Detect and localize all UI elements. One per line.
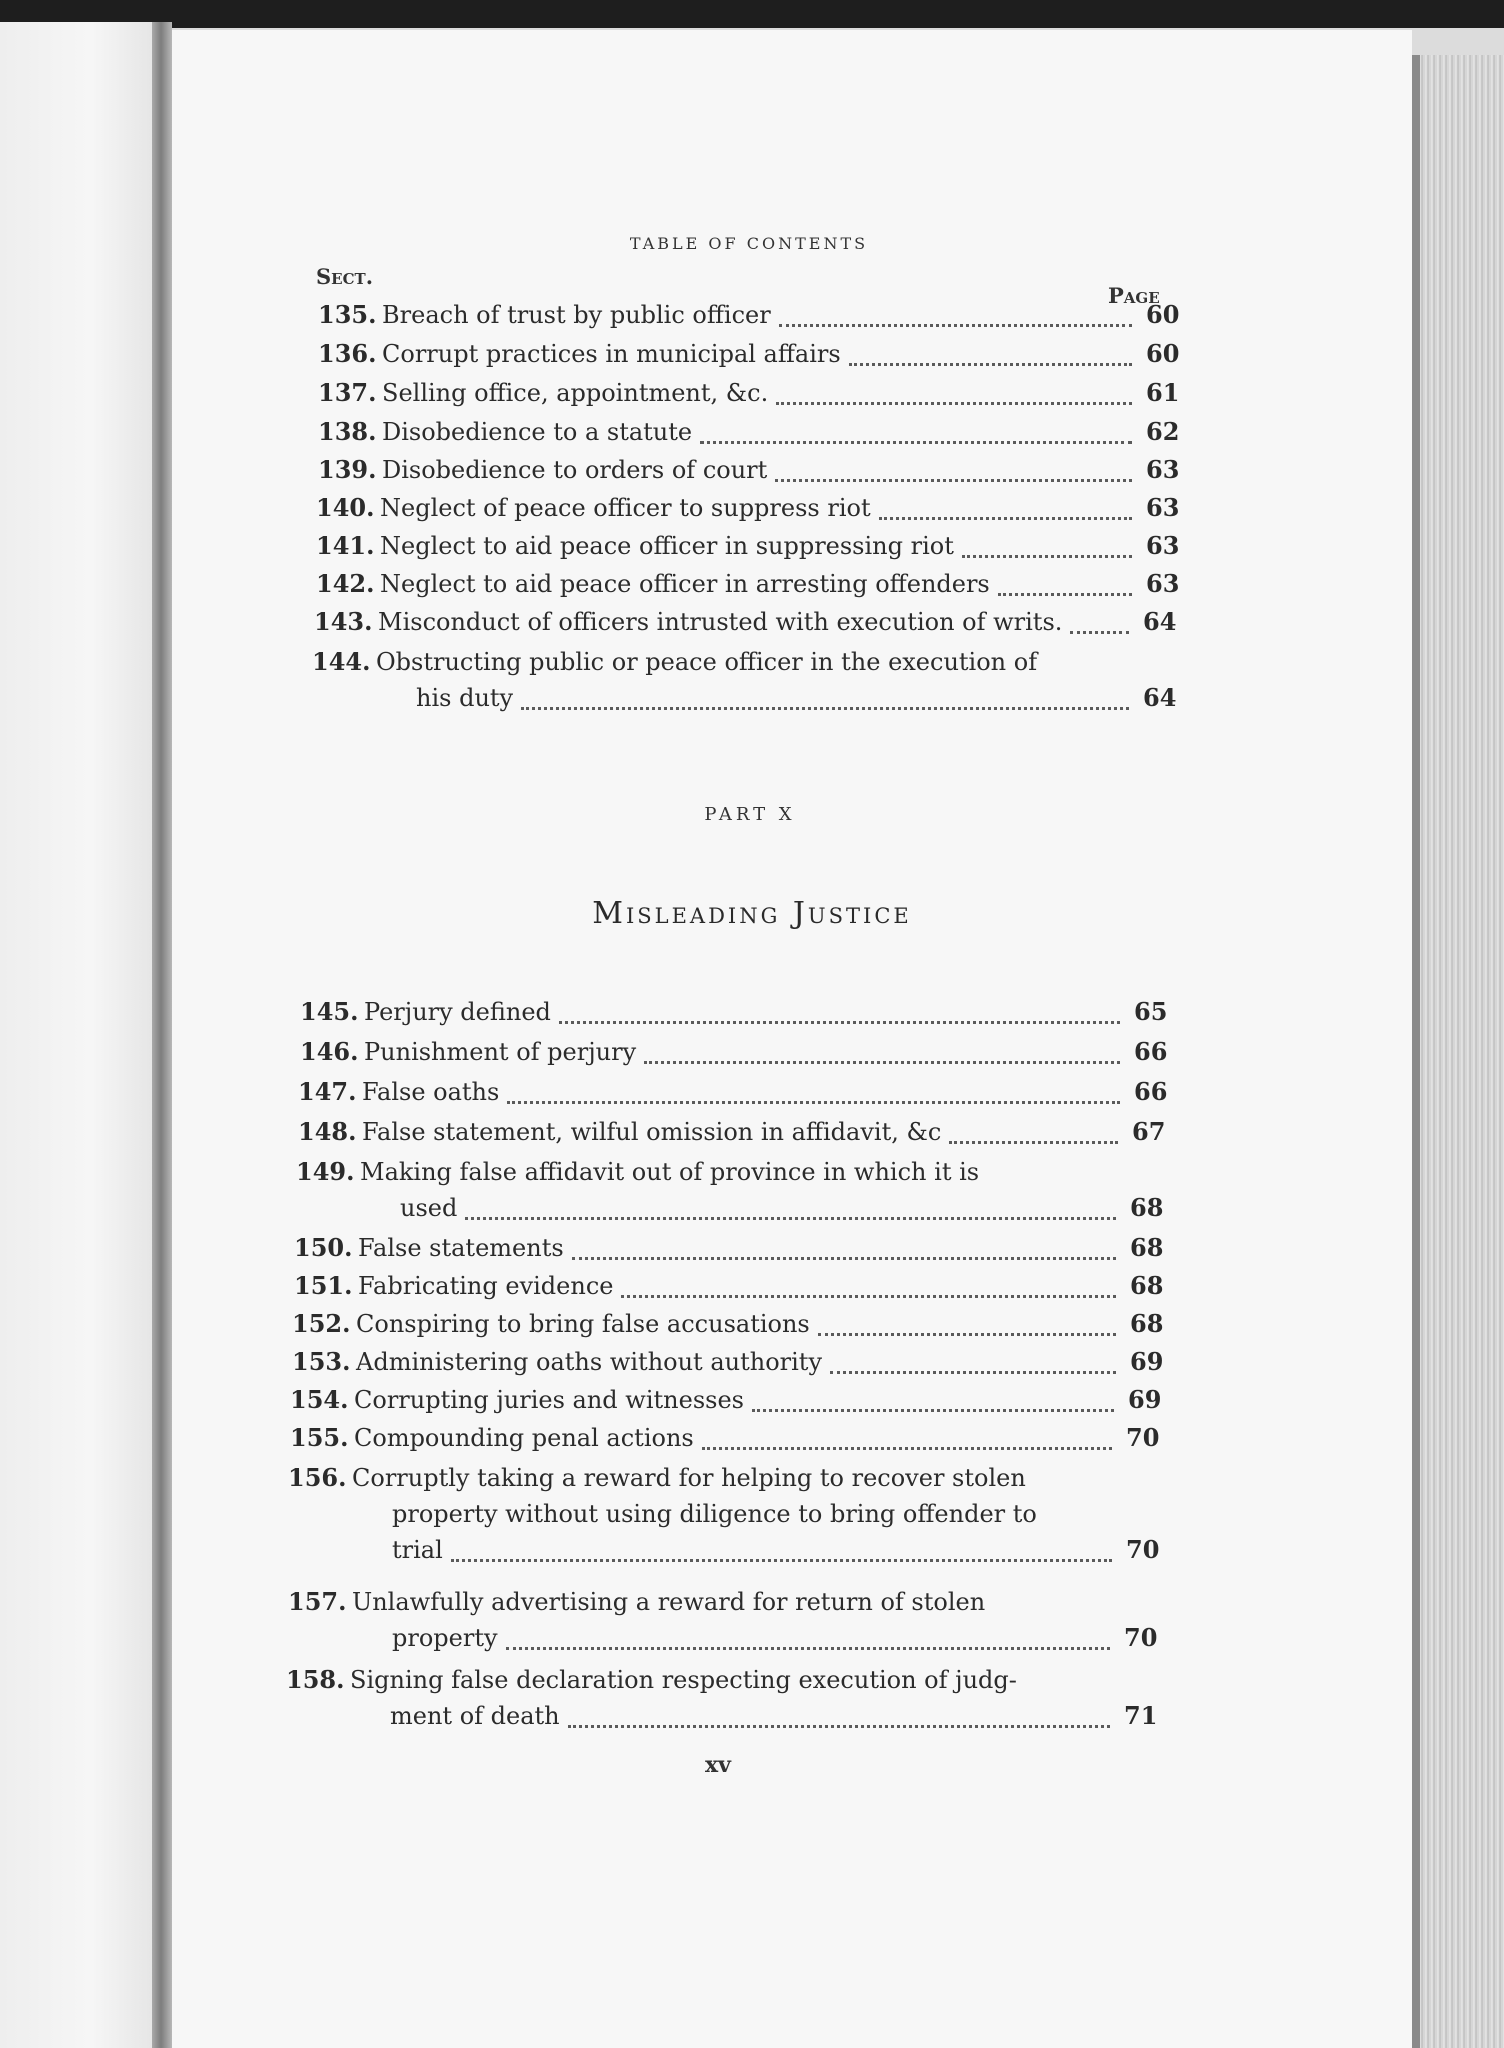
section-title: Corrupting juries and witnesses (354, 1386, 744, 1414)
section-number: 155. (290, 1423, 349, 1452)
page-number: 68 (1130, 1233, 1164, 1262)
dot-leader (568, 1725, 1110, 1728)
running-head: TABLE OF CONTENTS (629, 234, 869, 253)
section-title: Misconduct of officers intrusted with execution of writs. (378, 608, 1063, 636)
section-number: 147. (298, 1077, 357, 1106)
page-number: 68 (1130, 1193, 1164, 1222)
dot-leader (507, 1101, 1120, 1104)
page-number: 64 (1143, 607, 1177, 636)
section-title: Corruptly taking a reward for helping to recover stolen (352, 1464, 1026, 1492)
section-number: 148. (298, 1117, 357, 1146)
section-number: 137. (318, 378, 377, 407)
dot-leader (779, 324, 1132, 327)
page-number: 62 (1146, 417, 1180, 446)
toc-entry (290, 1420, 1166, 1456)
page-number: 68 (1130, 1309, 1164, 1338)
page-number: 63 (1146, 569, 1180, 598)
toc-entry (286, 1662, 1164, 1734)
column-head-sect: Sect. (316, 264, 374, 289)
page-number: 65 (1134, 997, 1168, 1026)
dot-leader (1070, 631, 1129, 634)
section-title: Breach of trust by public officer (382, 301, 771, 329)
section-number: 150. (294, 1233, 353, 1262)
section-number: 157. (288, 1587, 347, 1616)
section-title: Selling office, appointment, &c. (382, 379, 769, 407)
dot-leader (949, 1141, 1118, 1144)
section-number: 145. (300, 997, 359, 1026)
section-number: 153. (292, 1347, 351, 1376)
section-title: Punishment of perjury (364, 1038, 637, 1066)
dot-leader (700, 441, 1132, 444)
section-title: Neglect to aid peace officer in arresting offenders (380, 570, 990, 598)
toc-entry (318, 452, 1186, 488)
dot-leader (621, 1295, 1116, 1298)
section-number: 146. (300, 1037, 359, 1066)
toc-entry (294, 1268, 1170, 1304)
section-title-continued: trial (392, 1536, 443, 1564)
toc-entry (318, 414, 1186, 450)
section-title: Corrupt practices in municipal affairs (382, 340, 841, 368)
page-number: 70 (1126, 1535, 1160, 1564)
page-number: 66 (1134, 1037, 1168, 1066)
section-title-continued: used (400, 1194, 458, 1222)
section-number: 138. (318, 417, 377, 446)
section-number: 151. (294, 1271, 353, 1300)
section-number: 144. (312, 647, 371, 676)
toc-entry (288, 1460, 1166, 1568)
dot-leader (451, 1559, 1112, 1562)
section-title: Compounding penal actions (354, 1424, 694, 1452)
page-number: 63 (1146, 455, 1180, 484)
toc-entry (292, 1306, 1170, 1342)
section-title: Unlawfully advertising a reward for return of stolen (352, 1588, 986, 1616)
page-number: 67 (1132, 1117, 1166, 1146)
page-number: 69 (1130, 1347, 1164, 1376)
dot-leader (830, 1371, 1116, 1374)
dot-leader (775, 479, 1132, 482)
section-number: 140. (316, 493, 375, 522)
dot-leader (849, 363, 1132, 366)
page-number: 63 (1146, 493, 1180, 522)
section-title-continued: ment of death (390, 1702, 560, 1730)
toc-entry (298, 1114, 1172, 1150)
section-title: Disobedience to orders of court (382, 456, 768, 484)
dot-leader (521, 707, 1129, 710)
section-number: 141. (316, 531, 375, 560)
toc-entry (298, 1074, 1174, 1110)
section-number: 135. (318, 300, 377, 329)
section-number: 152. (292, 1309, 351, 1338)
section-title: Making false affidavit out of province in which it is (360, 1158, 980, 1186)
section-number: 136. (318, 339, 377, 368)
section-title: False oaths (362, 1078, 500, 1106)
section-title-continued: his duty (416, 684, 514, 712)
page-number: 61 (1146, 378, 1180, 407)
section-title: False statements (358, 1234, 564, 1262)
dot-leader (818, 1333, 1116, 1336)
page-number: 70 (1126, 1423, 1160, 1452)
toc-entry (318, 375, 1186, 411)
column-head-page: Page (1108, 283, 1160, 308)
toc-entry (316, 566, 1186, 602)
dot-leader (998, 593, 1132, 596)
dot-leader (644, 1061, 1120, 1064)
page-number: 60 (1146, 300, 1180, 329)
dot-leader (702, 1447, 1112, 1450)
dot-leader (752, 1409, 1114, 1412)
page-number: 63 (1146, 531, 1180, 560)
toc-entry (288, 1584, 1164, 1656)
part-label: PART X (704, 804, 796, 825)
section-number: 139. (318, 455, 377, 484)
part-title: Misleading Justice (592, 896, 912, 931)
page-folio: xv (705, 1752, 731, 1778)
section-title: False statement, wilful omission in affidavit, &c (362, 1118, 942, 1146)
toc-entry (318, 336, 1186, 372)
toc-entry (318, 297, 1186, 333)
section-number: 154. (290, 1385, 349, 1414)
section-title: Neglect to aid peace officer in suppressing riot (380, 532, 954, 560)
section-title: Fabricating evidence (358, 1272, 614, 1300)
page-number: 68 (1130, 1271, 1164, 1300)
section-title-continued: property without using diligence to bring offender to (392, 1500, 1037, 1528)
toc-entry (300, 1034, 1174, 1070)
dot-leader (962, 555, 1132, 558)
dot-leader (506, 1647, 1110, 1650)
section-number: 149. (296, 1157, 355, 1186)
page-number: 69 (1128, 1385, 1162, 1414)
section-number: 156. (288, 1463, 347, 1492)
toc-entry (290, 1382, 1168, 1418)
toc-entry (296, 1154, 1170, 1226)
toc-entry (316, 490, 1186, 526)
dot-leader (559, 1021, 1120, 1024)
page-number: 66 (1134, 1077, 1168, 1106)
toc-entry (316, 528, 1186, 564)
dot-leader (776, 402, 1132, 405)
dot-leader (465, 1217, 1116, 1220)
dot-leader (572, 1257, 1116, 1260)
section-number: 158. (286, 1665, 345, 1694)
section-title: Disobedience to a statute (382, 418, 693, 446)
toc-entry (312, 644, 1183, 716)
toc-entry (300, 994, 1174, 1030)
section-title: Perjury defined (364, 998, 551, 1026)
page-number: 70 (1124, 1623, 1158, 1652)
toc-entry (292, 1344, 1170, 1380)
toc-entry (294, 1230, 1170, 1266)
toc-entry (314, 604, 1183, 640)
section-title: Neglect of peace officer to suppress riot (380, 494, 871, 522)
section-title: Obstructing public or peace officer in the execution of (376, 648, 1038, 676)
section-number: 143. (314, 607, 373, 636)
page-number: 71 (1124, 1701, 1158, 1730)
dot-leader (879, 517, 1132, 520)
section-title: Administering oaths without authority (356, 1348, 822, 1376)
section-title: Conspiring to bring false accusations (356, 1310, 810, 1338)
page-number: 64 (1143, 683, 1177, 712)
section-title-continued: property (392, 1624, 498, 1652)
page-number: 60 (1146, 339, 1180, 368)
section-title: Signing false declaration respecting execution of judg- (350, 1666, 1017, 1694)
section-number: 142. (316, 569, 375, 598)
